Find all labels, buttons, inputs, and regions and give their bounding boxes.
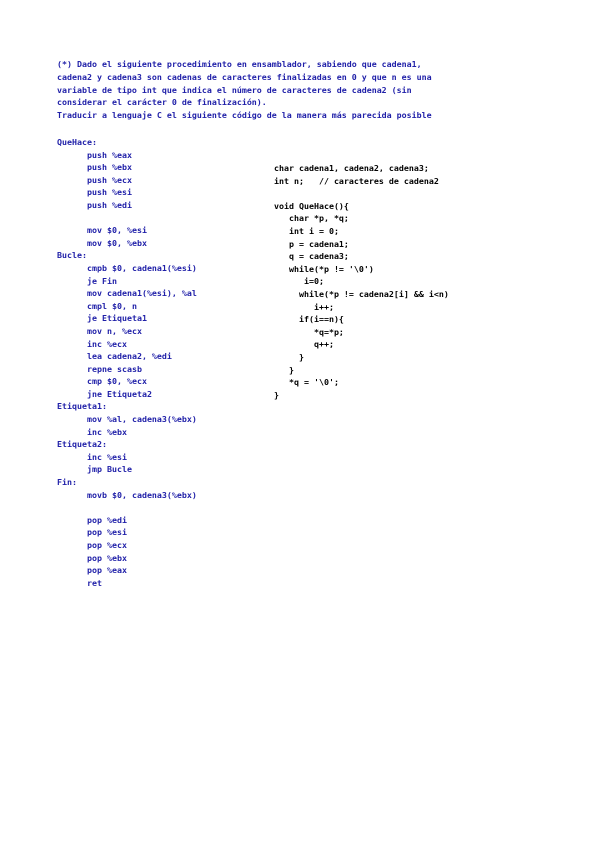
c-code-line: q = cadena3; xyxy=(274,251,349,262)
statement-line: cadena2 y cadena3 son cadenas de caracteres finalizadas en 0 y que n es una xyxy=(57,71,432,82)
asm-instruction: push %esi xyxy=(87,187,132,198)
asm-instruction: cmpb $0, cadena1(%esi) xyxy=(87,262,197,273)
c-code-line: int n; // caracteres de cadena2 xyxy=(274,175,439,186)
c-code-line: *q=*p; xyxy=(274,326,344,337)
c-code-line: i=0; xyxy=(274,276,324,287)
statement-line: considerar el carácter 0 de finalización). xyxy=(57,97,267,108)
c-code-line: while(*p != '\0') xyxy=(274,263,374,274)
asm-label: Bucle: xyxy=(57,250,87,261)
c-code-line: q++; xyxy=(274,339,334,350)
c-code-line: while(*p != cadena2[i] && i<n) xyxy=(274,288,449,299)
c-code-line: } xyxy=(274,364,294,375)
asm-instruction: mov $0, %esi xyxy=(87,225,147,236)
asm-instruction: movb $0, cadena3(%ebx) xyxy=(87,489,197,500)
asm-instruction: repne scasb xyxy=(87,363,142,374)
asm-instruction: inc %ecx xyxy=(87,338,127,349)
c-code-line: if(i==n){ xyxy=(274,314,344,325)
asm-instruction: mov %al, cadena3(%ebx) xyxy=(87,414,197,425)
asm-instruction: push %ecx xyxy=(87,174,132,185)
asm-instruction: push %eax xyxy=(87,149,132,160)
asm-label: Etiqueta2: xyxy=(57,439,107,450)
asm-instruction: mov $0, %ebx xyxy=(87,237,147,248)
asm-instruction: mov cadena1(%esi), %al xyxy=(87,288,197,299)
c-code-line: } xyxy=(274,389,279,400)
asm-blank-line xyxy=(57,212,197,225)
c-code-line: i++; xyxy=(274,301,334,312)
asm-instruction: cmpl $0, n xyxy=(87,300,137,311)
c-code-line: char *p, *q; xyxy=(274,213,349,224)
c-code-line xyxy=(274,187,449,200)
asm-blank-line xyxy=(57,501,197,514)
asm-instruction: inc %ebx xyxy=(87,426,127,437)
statement-line: Traducir a lenguaje C el siguiente código de la manera más parecida posible xyxy=(57,110,432,121)
c-code-line: p = cadena1; xyxy=(274,238,349,249)
asm-instruction: push %edi xyxy=(87,199,132,210)
asm-label: QueHace: xyxy=(57,137,97,147)
asm-instruction: pop %ecx xyxy=(87,540,127,550)
c-code-line: } xyxy=(274,351,304,362)
asm-instruction: mov n, %ecx xyxy=(87,325,142,336)
c-code-line: void QueHace(){ xyxy=(274,200,349,211)
asm-instruction: jne Etiqueta2 xyxy=(87,388,152,399)
asm-instruction: cmp $0, %ecx xyxy=(87,376,147,387)
asm-instruction: pop %ebx xyxy=(87,552,127,563)
c-code-listing xyxy=(274,162,449,401)
asm-instruction: pop %esi xyxy=(87,527,127,538)
asm-instruction: push %ebx xyxy=(87,162,132,173)
asm-instruction: pop %edi xyxy=(87,514,127,525)
asm-label: Etiqueta1: xyxy=(57,401,107,412)
assembly-listing xyxy=(57,136,197,589)
statement-line: (*) Dado el siguiente procedimiento en ensamblador, sabiendo que cadena1, xyxy=(57,59,422,69)
asm-instruction: pop %eax xyxy=(87,565,127,576)
c-code-line: int i = 0; xyxy=(274,225,339,236)
asm-instruction: ret xyxy=(87,577,102,588)
problem-statement xyxy=(57,58,527,122)
c-code-line: char cadena1, cadena2, cadena3; xyxy=(274,163,429,173)
asm-instruction: jmp Bucle xyxy=(87,464,132,475)
asm-instruction: je Etiqueta1 xyxy=(87,313,147,324)
asm-label: Fin: xyxy=(57,477,77,488)
asm-instruction: je Fin xyxy=(87,275,117,286)
asm-instruction: inc %esi xyxy=(87,451,127,462)
statement-line: variable de tipo int que indica el número de caracteres de cadena2 (sin xyxy=(57,84,412,95)
c-code-line: *q = '\0'; xyxy=(274,377,339,388)
asm-instruction: lea cadena2, %edi xyxy=(87,351,172,362)
